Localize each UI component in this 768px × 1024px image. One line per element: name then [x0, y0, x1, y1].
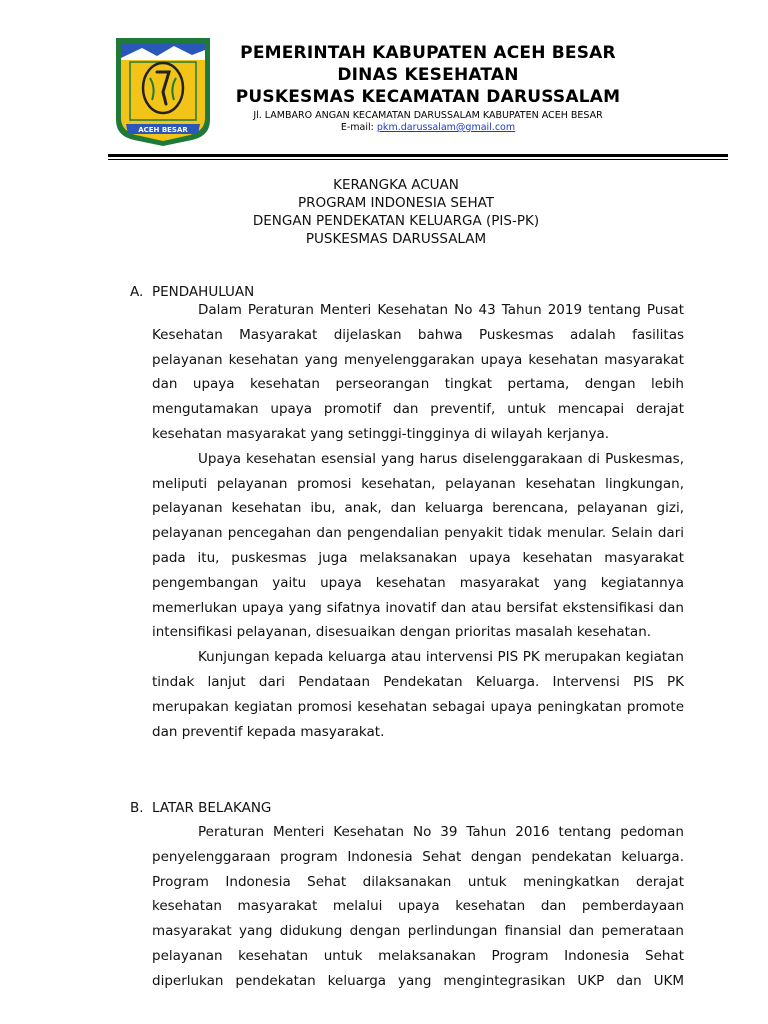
- section-a-paragraph-1: Dalam Peraturan Menteri Kesehatan No 43 Tahun 2019 tentang Pusat Kesehatan Masyarakat dijelaskan bahwa Puskesmas adalah fasilitas pelayanan kesehatan yang menyelenggarakan upaya kesehatan masyarakat dan upaya kesehatan perseorangan tingkat pertama, dengan lebih mengutamakan upaya promotif dan preventif, untuk mencapai derajat kesehatan masyarakat yang setinggi-tingginya di wilayah kerjanya.: [152, 302, 684, 442]
- title-line-1: KERANGKA ACUAN: [333, 177, 459, 193]
- svg-text:ACEH BESAR: ACEH BESAR: [138, 126, 188, 134]
- title-line-3: DENGAN PENDEKATAN KELUARGA (PIS-PK): [252, 213, 540, 229]
- title-line-4: PUSKESMAS DARUSSALAM: [305, 231, 487, 247]
- letterhead-line-3: PUSKESMAS KECAMATAN DARUSSALAM: [235, 87, 621, 107]
- title-line-2: PROGRAM INDONESIA SEHAT: [297, 195, 495, 211]
- letterhead-line-2: DINAS KESEHATAN: [337, 65, 519, 85]
- section-b-heading: [130, 798, 271, 818]
- email-link[interactable]: pkm.darussalam@gmail.com: [376, 122, 516, 133]
- letterhead-rule-thin: [108, 159, 728, 160]
- letterhead: [222, 42, 634, 134]
- email-label: E-mail:: [340, 122, 374, 133]
- section-b-paragraph-1: Peraturan Menteri Kesehatan No 39 Tahun 2016 tentang pedoman penyelenggaraan program Indonesia Sehat dengan pendekatan keluarga. Program Indonesia Sehat dilaksanakan untuk meningkatkan derajat kesehatan masyarakat melalui upaya kesehatan dan pemberdayaan masyarakat yang didukung dengan perlindungan finansial dan pemerataan pelayanan kesehatan untuk melaksanakan Program Indonesia Sehat diperlukan pendekatan keluarga yang mengintegrasikan UKP dan UKM: [152, 824, 684, 989]
- letterhead-address: Jl. LAMBARO ANGAN KECAMATAN DARUSSALAM KABUPATEN ACEH BESAR: [253, 110, 603, 121]
- section-b-body: [152, 820, 684, 994]
- letterhead-email-line: [222, 122, 634, 134]
- aceh-besar-logo: [112, 28, 214, 148]
- section-a-paragraph-2: Upaya kesehatan esensial yang harus diselenggarakaan di Puskesmas, meliputi pelayanan promosi kesehatan, pelayanan kesehatan lingkungan, pelayanan kesehatan ibu, anak, dan keluarga berencana, pelayanan gizi, pelayanan pencegahan dan pengendalian penyakit tidak menular. Selain dari pada itu, puskesmas juga melaksanakan upaya kesehatan masyarakat pengembangan yaitu upaya kesehatan masyarakat yang kegiatannya memerlukan upaya yang sifatnya inovatif dan atau bersifat ekstensifikasi dan intensifikasi pelayanan, disesuaikan dengan prioritas masalah kesehatan.: [152, 450, 684, 641]
- section-b-title: LATAR BELAKANG: [152, 800, 272, 816]
- section-a-title: PENDAHULUAN: [152, 284, 255, 300]
- section-b-number: B.: [130, 800, 144, 816]
- document-title: [120, 176, 672, 248]
- section-a-body: [152, 298, 684, 744]
- section-a-paragraph-3: Kunjungan kepada keluarga atau intervensi PIS PK merupakan kegiatan tindak lanjut dari Pendataan Pendekatan Keluarga. Intervensi PIS PK merupakan kegiatan promosi kesehatan sebagai upaya peningkatan promote dan preventif kepada masyarakat.: [152, 649, 684, 740]
- logo-caption-text: [138, 126, 188, 134]
- letterhead-line-1: PEMERINTAH KABUPATEN ACEH BESAR: [240, 43, 616, 63]
- letterhead-rule-thick: [108, 154, 728, 157]
- section-a-number: A.: [130, 284, 144, 300]
